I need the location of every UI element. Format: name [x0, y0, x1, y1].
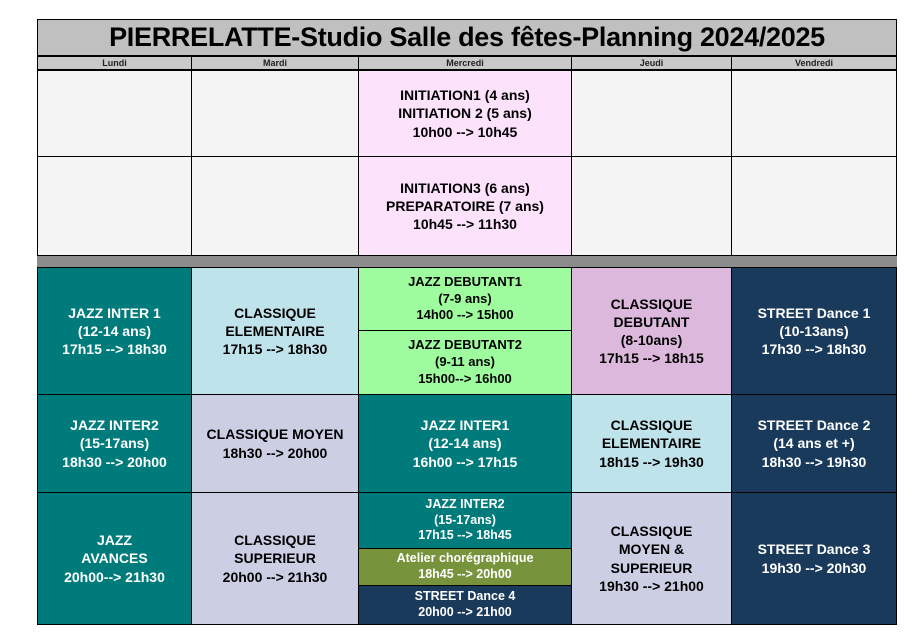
class-classique-superieur-mardi: CLASSIQUE SUPERIEUR 20h00 --> 21h30	[191, 492, 359, 625]
class-atelier-choregraphique-mercredi: Atelier chorégraphique 18h45 --> 20h00	[358, 548, 572, 586]
empty-cell	[37, 156, 192, 256]
class-classique-debutant-jeudi: CLASSIQUE DEBUTANT (8-10ans) 17h15 --> 18h15	[571, 267, 732, 395]
class-initiation-3-preparatoire: INITIATION3 (6 ans) PREPARATOIRE (7 ans) 10h45 --> 11h30	[358, 156, 572, 256]
day-header-mercredi: Mercredi	[358, 56, 572, 70]
class-street-dance-1-vendredi: STREET Dance 1 (10-13ans) 17h30 --> 18h30	[731, 267, 897, 395]
empty-cell	[191, 70, 359, 157]
class-jazz-debutant-2-mercredi: JAZZ DEBUTANT2 (9-11 ans) 15h00--> 16h00	[358, 330, 572, 395]
day-header-mardi: Mardi	[191, 56, 359, 70]
empty-cell	[731, 70, 897, 157]
section-separator	[37, 256, 897, 267]
empty-cell	[571, 156, 732, 256]
day-header-vendredi: Vendredi	[731, 56, 897, 70]
class-jazz-inter-2-lundi: JAZZ INTER2 (15-17ans) 18h30 --> 20h00	[37, 394, 192, 493]
empty-cell	[191, 156, 359, 256]
class-jazz-avances-lundi: JAZZ AVANCES 20h00--> 21h30	[37, 492, 192, 625]
class-street-dance-4-mercredi: STREET Dance 4 20h00 --> 21h00	[358, 585, 572, 625]
class-classique-elementaire-jeudi: CLASSIQUE ELEMENTAIRE 18h15 --> 19h30	[571, 394, 732, 493]
class-jazz-inter-1-mercredi: JAZZ INTER1 (12-14 ans) 16h00 --> 17h15	[358, 394, 572, 493]
class-jazz-debutant-1-mercredi: JAZZ DEBUTANT1 (7-9 ans) 14h00 --> 15h00	[358, 267, 572, 331]
class-classique-moyen-mardi: CLASSIQUE MOYEN 18h30 --> 20h00	[191, 394, 359, 493]
day-header-lundi: Lundi	[37, 56, 192, 70]
class-initiation-1-2: INITIATION1 (4 ans) INITIATION 2 (5 ans) 10h00 --> 10h45	[358, 70, 572, 157]
class-classique-elementaire-mardi: CLASSIQUE ELEMENTAIRE 17h15 --> 18h30	[191, 267, 359, 395]
class-jazz-inter-2-mercredi: JAZZ INTER2 (15-17ans) 17h15 --> 18h45	[358, 492, 572, 549]
empty-cell	[731, 156, 897, 256]
class-street-dance-2-vendredi: STREET Dance 2 (14 ans et +) 18h30 --> 19h30	[731, 394, 897, 493]
day-header-jeudi: Jeudi	[571, 56, 732, 70]
class-street-dance-3-vendredi: STREET Dance 3 19h30 --> 20h30	[731, 492, 897, 625]
empty-cell	[37, 70, 192, 157]
class-classique-moyen-superieur-jeudi: CLASSIQUE MOYEN & SUPERIEUR 19h30 --> 21h00	[571, 492, 732, 625]
class-jazz-inter-1-lundi: JAZZ INTER 1 (12-14 ans) 17h15 --> 18h30	[37, 267, 192, 395]
empty-cell	[571, 70, 732, 157]
page-title: PIERRELATTE-Studio Salle des fêtes-Planning 2024/2025	[37, 19, 897, 56]
